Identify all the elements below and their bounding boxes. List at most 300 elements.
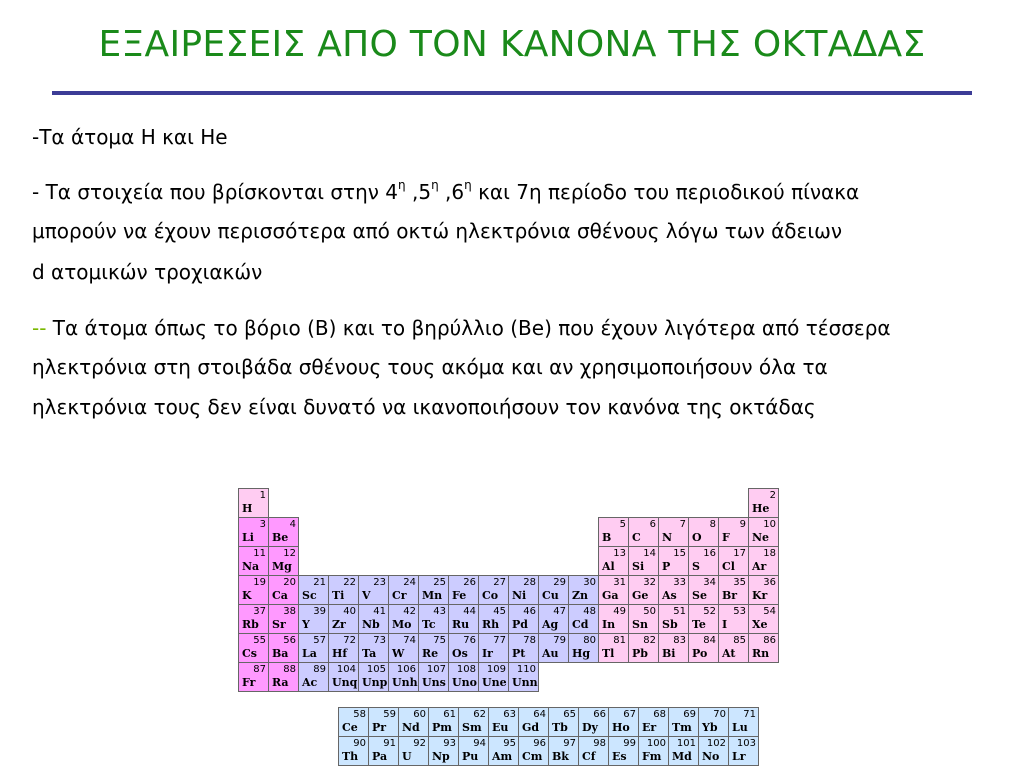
f-block-row xyxy=(339,737,759,766)
element-cell-ge xyxy=(629,576,659,605)
f-block-row xyxy=(339,708,759,737)
empty-cell xyxy=(659,489,689,518)
empty-cell xyxy=(389,518,419,547)
atomic-number: 84 xyxy=(703,635,716,646)
atomic-number: 13 xyxy=(613,548,626,559)
element-symbol: Ir xyxy=(482,647,493,660)
atomic-number: 28 xyxy=(523,577,536,588)
element-symbol: Kr xyxy=(752,589,768,602)
element-cell-ba xyxy=(269,634,299,663)
atomic-number: 76 xyxy=(463,635,476,646)
element-symbol: Uns xyxy=(422,676,446,689)
empty-cell xyxy=(359,489,389,518)
element-symbol: Ru xyxy=(452,618,470,631)
atomic-number: 57 xyxy=(313,635,326,646)
atomic-number: 69 xyxy=(683,709,696,720)
element-cell-ti xyxy=(329,576,359,605)
element-cell-fe xyxy=(449,576,479,605)
element-symbol: Ge xyxy=(632,589,649,602)
element-cell-pu xyxy=(459,737,489,766)
atomic-number: 107 xyxy=(426,664,446,675)
element-cell-pd xyxy=(509,605,539,634)
empty-cell xyxy=(479,547,509,576)
atomic-number: 75 xyxy=(433,635,446,646)
atomic-number: 108 xyxy=(456,664,476,675)
element-cell-eu xyxy=(489,708,519,737)
element-cell-f xyxy=(719,518,749,547)
element-cell-nd xyxy=(399,708,429,737)
atomic-number: 27 xyxy=(493,577,506,588)
element-symbol: Hg xyxy=(572,647,591,660)
element-cell-ac xyxy=(299,663,329,692)
element-symbol: Sm xyxy=(462,721,482,734)
element-cell-zn xyxy=(569,576,599,605)
element-cell-uno xyxy=(449,663,479,692)
element-symbol: I xyxy=(722,618,728,631)
element-cell-w xyxy=(389,634,419,663)
element-symbol: In xyxy=(602,618,616,631)
atomic-number: 14 xyxy=(643,548,656,559)
atomic-number: 32 xyxy=(643,577,656,588)
element-symbol: Cl xyxy=(722,560,735,573)
atomic-number: 3 xyxy=(259,519,266,530)
atomic-number: 65 xyxy=(563,709,576,720)
bullet-periods-text-3: ,6 xyxy=(438,180,465,204)
element-cell-unq xyxy=(329,663,359,692)
atomic-number: 43 xyxy=(433,606,446,617)
element-cell-cu xyxy=(539,576,569,605)
element-symbol: Cd xyxy=(572,618,589,631)
atomic-number: 102 xyxy=(706,738,726,749)
atomic-number: 87 xyxy=(253,664,266,675)
element-cell-n xyxy=(659,518,689,547)
empty-cell xyxy=(449,489,479,518)
periodic-row xyxy=(239,634,779,663)
element-cell-be xyxy=(269,518,299,547)
element-cell-na xyxy=(239,547,269,576)
element-symbol: Unh xyxy=(392,676,418,689)
atomic-number: 53 xyxy=(733,606,746,617)
atomic-number: 25 xyxy=(433,577,446,588)
atomic-number: 42 xyxy=(403,606,416,617)
bullet-b-be-text: Τα άτομα όπως το βόριο (Β) και το βηρύλλιο (Βe) που έχουν λιγότερα από τέσσερα xyxy=(46,316,891,340)
element-symbol: Pt xyxy=(512,647,526,660)
atomic-number: 101 xyxy=(676,738,696,749)
bullet-periods-text-4: και 7η περίοδο του περιοδικού πίνακα xyxy=(471,180,860,204)
empty-cell xyxy=(359,547,389,576)
element-cell-no xyxy=(699,737,729,766)
element-cell-am xyxy=(489,737,519,766)
empty-cell xyxy=(719,663,749,692)
atomic-number: 18 xyxy=(763,548,776,559)
element-cell-re xyxy=(419,634,449,663)
atomic-number: 34 xyxy=(703,577,716,588)
atomic-number: 51 xyxy=(673,606,686,617)
atomic-number: 22 xyxy=(343,577,356,588)
element-symbol: Nb xyxy=(362,618,380,631)
empty-cell xyxy=(629,489,659,518)
element-symbol: Zn xyxy=(572,589,589,602)
atomic-number: 83 xyxy=(673,635,686,646)
atomic-number: 29 xyxy=(553,577,566,588)
element-symbol: K xyxy=(242,589,252,602)
element-symbol: Mg xyxy=(272,560,292,573)
periodic-row xyxy=(239,576,779,605)
element-cell-ta xyxy=(359,634,389,663)
element-symbol: Po xyxy=(692,647,708,660)
empty-cell xyxy=(329,518,359,547)
element-cell-es xyxy=(609,737,639,766)
empty-cell xyxy=(689,489,719,518)
element-cell-ca xyxy=(269,576,299,605)
element-symbol: Au xyxy=(542,647,559,660)
element-cell-co xyxy=(479,576,509,605)
element-symbol: Cu xyxy=(542,589,559,602)
atomic-number: 78 xyxy=(523,635,536,646)
element-cell-la xyxy=(299,634,329,663)
element-symbol: C xyxy=(632,531,641,544)
element-symbol: He xyxy=(752,502,770,515)
element-cell-he xyxy=(749,489,779,518)
element-cell-sb xyxy=(659,605,689,634)
element-symbol: Al xyxy=(602,560,615,573)
element-cell-kr xyxy=(749,576,779,605)
element-cell-bk xyxy=(549,737,579,766)
empty-cell xyxy=(569,663,599,692)
atomic-number: 58 xyxy=(353,709,366,720)
atomic-number: 2 xyxy=(769,490,776,501)
periodic-row xyxy=(239,663,779,692)
element-cell-cs xyxy=(239,634,269,663)
atomic-number: 54 xyxy=(763,606,776,617)
atomic-number: 72 xyxy=(343,635,356,646)
element-symbol: Unn xyxy=(512,676,538,689)
periodic-row xyxy=(239,489,779,518)
atomic-number: 47 xyxy=(553,606,566,617)
element-cell-pt xyxy=(509,634,539,663)
element-cell-sm xyxy=(459,708,489,737)
element-cell-cd xyxy=(569,605,599,634)
element-cell-une xyxy=(479,663,509,692)
element-symbol: Cr xyxy=(392,589,407,602)
atomic-number: 5 xyxy=(619,519,626,530)
element-symbol: Sb xyxy=(662,618,678,631)
element-cell-u xyxy=(399,737,429,766)
element-cell-o xyxy=(689,518,719,547)
empty-cell xyxy=(419,547,449,576)
element-symbol: Yb xyxy=(702,721,718,734)
element-symbol: Cm xyxy=(522,750,543,763)
element-cell-gd xyxy=(519,708,549,737)
atomic-number: 74 xyxy=(403,635,416,646)
element-symbol: Es xyxy=(612,750,627,763)
element-symbol: Hf xyxy=(332,647,348,660)
atomic-number: 71 xyxy=(743,709,756,720)
element-symbol: Tm xyxy=(672,721,692,734)
element-cell-ni xyxy=(509,576,539,605)
bullet-periods-line3: d ατομικών τροχιακών xyxy=(32,260,263,284)
element-cell-in xyxy=(599,605,629,634)
empty-cell xyxy=(299,489,329,518)
atomic-number: 86 xyxy=(763,635,776,646)
element-cell-al xyxy=(599,547,629,576)
atomic-number: 12 xyxy=(283,548,296,559)
empty-cell xyxy=(269,489,299,518)
atomic-number: 49 xyxy=(613,606,626,617)
element-cell-ag xyxy=(539,605,569,634)
element-symbol: Se xyxy=(692,589,707,602)
atomic-number: 15 xyxy=(673,548,686,559)
atomic-number: 96 xyxy=(533,738,546,749)
element-cell-mo xyxy=(389,605,419,634)
element-symbol: Y xyxy=(302,618,310,631)
element-cell-v xyxy=(359,576,389,605)
empty-cell xyxy=(509,547,539,576)
empty-cell xyxy=(329,547,359,576)
element-cell-y xyxy=(299,605,329,634)
atomic-number: 48 xyxy=(583,606,596,617)
periodic-row xyxy=(239,518,779,547)
element-cell-ho xyxy=(609,708,639,737)
element-symbol: Ra xyxy=(272,676,289,689)
element-symbol: N xyxy=(662,531,673,544)
element-cell-os xyxy=(449,634,479,663)
element-cell-hg xyxy=(569,634,599,663)
element-cell-cr xyxy=(389,576,419,605)
element-symbol: Pu xyxy=(462,750,479,763)
element-symbol: Ac xyxy=(302,676,318,689)
periodic-row xyxy=(239,547,779,576)
element-symbol: Te xyxy=(692,618,706,631)
bullet-h-he: -Τα άτομα Η και Ηe xyxy=(32,125,228,149)
atomic-number: 56 xyxy=(283,635,296,646)
atomic-number: 55 xyxy=(253,635,266,646)
empty-cell xyxy=(449,518,479,547)
empty-cell xyxy=(749,663,779,692)
element-symbol: Li xyxy=(242,531,254,544)
element-symbol: U xyxy=(402,750,412,763)
atomic-number: 26 xyxy=(463,577,476,588)
element-symbol: B xyxy=(602,531,612,544)
atomic-number: 9 xyxy=(739,519,746,530)
empty-cell xyxy=(539,518,569,547)
element-cell-pr xyxy=(369,708,399,737)
element-symbol: Fr xyxy=(242,676,256,689)
element-symbol: Ar xyxy=(752,560,767,573)
element-cell-br xyxy=(719,576,749,605)
atomic-number: 64 xyxy=(533,709,546,720)
periodic-table-main xyxy=(238,488,779,692)
element-cell-se xyxy=(689,576,719,605)
atomic-number: 63 xyxy=(503,709,516,720)
atomic-number: 37 xyxy=(253,606,266,617)
atomic-number: 66 xyxy=(593,709,606,720)
empty-cell xyxy=(299,547,329,576)
element-cell-unn xyxy=(509,663,539,692)
element-cell-si xyxy=(629,547,659,576)
element-cell-er xyxy=(639,708,669,737)
element-symbol: Os xyxy=(452,647,468,660)
empty-cell xyxy=(629,663,659,692)
element-cell-fm xyxy=(639,737,669,766)
sup-eta-1: η xyxy=(398,178,406,193)
atomic-number: 88 xyxy=(283,664,296,675)
atomic-number: 79 xyxy=(553,635,566,646)
element-symbol: Ce xyxy=(342,721,358,734)
element-symbol: Zr xyxy=(332,618,346,631)
element-symbol: Ba xyxy=(272,647,289,660)
element-symbol: Fe xyxy=(452,589,467,602)
atomic-number: 17 xyxy=(733,548,746,559)
periodic-row xyxy=(239,605,779,634)
atomic-number: 109 xyxy=(486,664,506,675)
element-symbol: Ta xyxy=(362,647,377,660)
atomic-number: 10 xyxy=(763,519,776,530)
element-symbol: La xyxy=(302,647,317,660)
atomic-number: 93 xyxy=(443,738,456,749)
empty-cell xyxy=(449,547,479,576)
element-symbol: Tl xyxy=(602,647,615,660)
element-symbol: Cs xyxy=(242,647,257,660)
element-cell-bi xyxy=(659,634,689,663)
element-cell-ra xyxy=(269,663,299,692)
element-symbol: S xyxy=(692,560,700,573)
element-symbol: Lr xyxy=(732,750,746,763)
atomic-number: 40 xyxy=(343,606,356,617)
atomic-number: 36 xyxy=(763,577,776,588)
empty-cell xyxy=(419,489,449,518)
element-symbol: Na xyxy=(242,560,260,573)
element-cell-te xyxy=(689,605,719,634)
element-symbol: H xyxy=(242,502,253,515)
element-cell-zr xyxy=(329,605,359,634)
element-cell-ne xyxy=(749,518,779,547)
atomic-number: 85 xyxy=(733,635,746,646)
element-symbol: Re xyxy=(422,647,439,660)
empty-cell xyxy=(479,518,509,547)
element-symbol: Sn xyxy=(632,618,648,631)
element-symbol: Md xyxy=(672,750,692,763)
slide-title: ΕΞΑΙΡΕΣΕΙΣ ΑΠΟ ΤΟΝ ΚΑΝΟΝΑ ΤΗΣ ΟΚΤΑΔΑΣ xyxy=(98,24,926,65)
element-symbol: At xyxy=(722,647,736,660)
element-cell-mn xyxy=(419,576,449,605)
atomic-number: 38 xyxy=(283,606,296,617)
atomic-number: 4 xyxy=(289,519,296,530)
atomic-number: 98 xyxy=(593,738,606,749)
element-symbol: Unq xyxy=(332,676,358,689)
bullet-b-be xyxy=(32,308,891,348)
atomic-number: 35 xyxy=(733,577,746,588)
element-symbol: Pm xyxy=(432,721,452,734)
atomic-number: 52 xyxy=(703,606,716,617)
element-cell-sc xyxy=(299,576,329,605)
atomic-number: 67 xyxy=(623,709,636,720)
element-symbol: Uno xyxy=(452,676,477,689)
atomic-number: 61 xyxy=(443,709,456,720)
element-symbol: Pb xyxy=(632,647,648,660)
atomic-number: 44 xyxy=(463,606,476,617)
empty-cell xyxy=(599,663,629,692)
atomic-number: 110 xyxy=(516,664,536,675)
atomic-number: 99 xyxy=(623,738,636,749)
bullet-periods-line2: μπορούν να έχουν περισσότερα από οκτώ ηλεκτρόνια σθένους λόγω των άδειων xyxy=(32,219,843,243)
element-symbol: No xyxy=(702,750,720,763)
atomic-number: 103 xyxy=(736,738,756,749)
element-symbol: Gd xyxy=(522,721,540,734)
atomic-number: 46 xyxy=(523,606,536,617)
empty-cell xyxy=(539,663,569,692)
element-cell-pa xyxy=(369,737,399,766)
element-symbol: Mn xyxy=(422,589,443,602)
atomic-number: 62 xyxy=(473,709,486,720)
element-cell-p xyxy=(659,547,689,576)
element-symbol: Pa xyxy=(372,750,388,763)
empty-cell xyxy=(509,489,539,518)
atomic-number: 41 xyxy=(373,606,386,617)
atomic-number: 19 xyxy=(253,577,266,588)
element-symbol: Sr xyxy=(272,618,286,631)
element-cell-sr xyxy=(269,605,299,634)
element-symbol: F xyxy=(722,531,730,544)
element-symbol: Br xyxy=(722,589,738,602)
element-cell-xe xyxy=(749,605,779,634)
empty-cell xyxy=(569,489,599,518)
element-symbol: Mo xyxy=(392,618,412,631)
atomic-number: 7 xyxy=(679,519,686,530)
element-symbol: Rb xyxy=(242,618,259,631)
element-cell-md xyxy=(669,737,699,766)
element-cell-tc xyxy=(419,605,449,634)
atomic-number: 104 xyxy=(336,664,356,675)
atomic-number: 68 xyxy=(653,709,666,720)
element-symbol: Tc xyxy=(422,618,436,631)
element-cell-fr xyxy=(239,663,269,692)
empty-cell xyxy=(569,547,599,576)
element-symbol: Am xyxy=(492,750,513,763)
element-cell-li xyxy=(239,518,269,547)
atomic-number: 45 xyxy=(493,606,506,617)
element-symbol: Co xyxy=(482,589,499,602)
empty-cell xyxy=(389,489,419,518)
element-symbol: Tb xyxy=(552,721,568,734)
atomic-number: 31 xyxy=(613,577,626,588)
empty-cell xyxy=(509,518,539,547)
element-cell-at xyxy=(719,634,749,663)
atomic-number: 39 xyxy=(313,606,326,617)
element-symbol: Lu xyxy=(732,721,748,734)
element-symbol: Nd xyxy=(402,721,420,734)
element-cell-b xyxy=(599,518,629,547)
empty-cell xyxy=(599,489,629,518)
element-cell-lu xyxy=(729,708,759,737)
element-symbol: Pd xyxy=(512,618,528,631)
title-divider xyxy=(52,91,972,95)
atomic-number: 89 xyxy=(313,664,326,675)
atomic-number: 1 xyxy=(259,490,266,501)
element-symbol: Une xyxy=(482,676,507,689)
element-symbol: Bk xyxy=(552,750,569,763)
element-symbol: P xyxy=(662,560,671,573)
atomic-number: 33 xyxy=(673,577,686,588)
element-cell-ar xyxy=(749,547,779,576)
atomic-number: 6 xyxy=(649,519,656,530)
element-cell-th xyxy=(339,737,369,766)
atomic-number: 50 xyxy=(643,606,656,617)
atomic-number: 21 xyxy=(313,577,326,588)
atomic-number: 95 xyxy=(503,738,516,749)
element-symbol: Th xyxy=(342,750,359,763)
element-cell-c xyxy=(629,518,659,547)
